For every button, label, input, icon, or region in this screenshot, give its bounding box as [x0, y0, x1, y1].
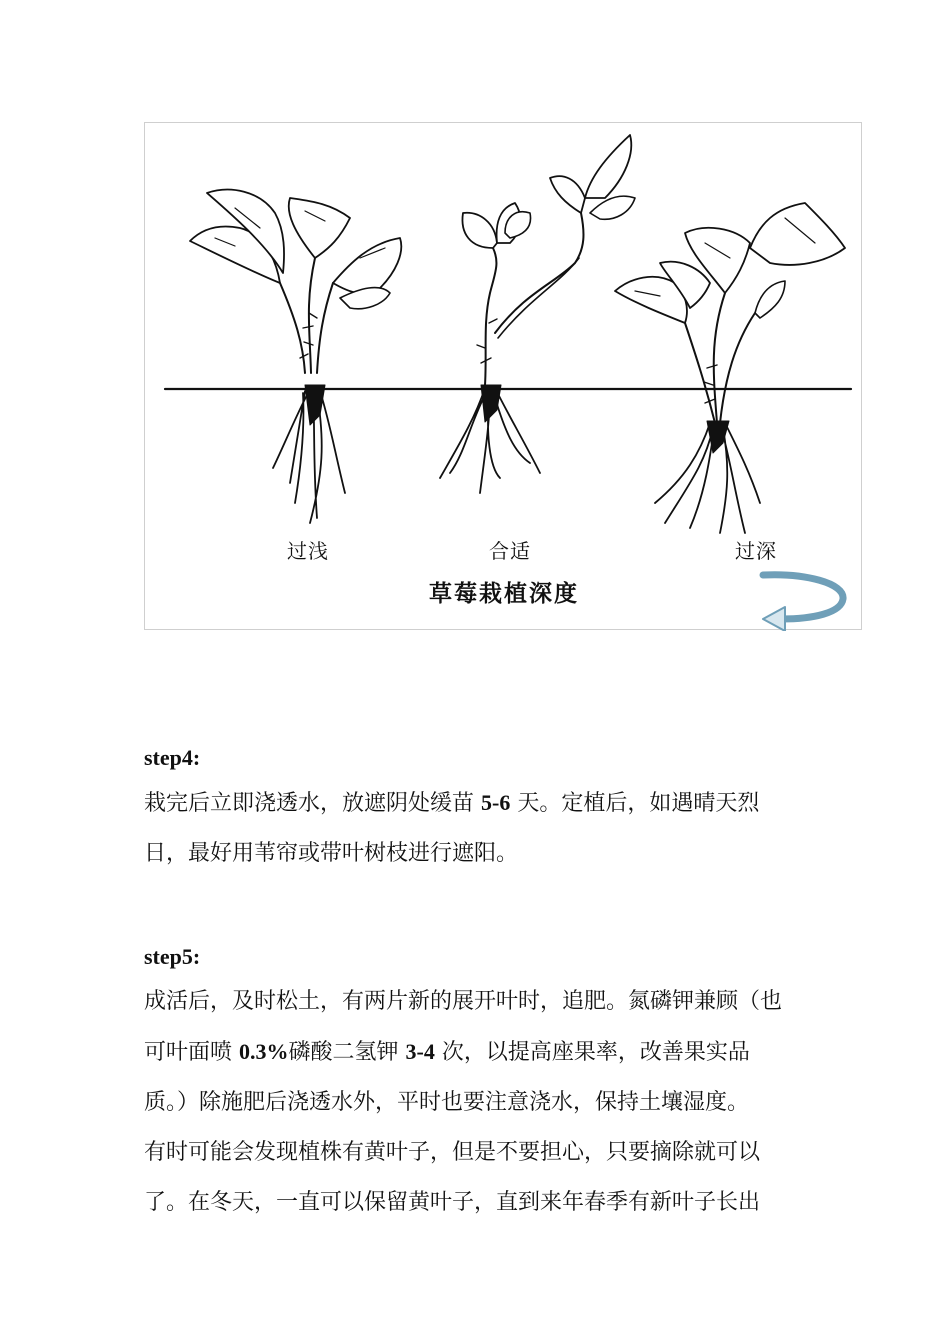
text-line: 质。）除施肥后浇透水外，平时也要注意浇水，保持土壤湿度。: [144, 1090, 750, 1115]
step4-heading: step4:: [144, 745, 201, 770]
text-line: 有时可能会发现植株有黄叶子，但是不要担心，只要摘除就可以: [144, 1140, 761, 1165]
step5-heading: step5:: [144, 944, 201, 969]
text-line: 栽完后立即浇透水，放遮阴处缓苗 5-6 天。定植后，如遇晴天烈: [144, 790, 760, 816]
figure-title: 草莓栽植深度: [429, 581, 579, 607]
bold-number: 5-6: [481, 790, 511, 815]
step5-paragraph: [144, 977, 814, 1228]
text-line: 成活后，及时松土，有两片新的展开叶时，追肥。氮磷钾兼顾（也: [144, 989, 783, 1014]
text-line: 可叶面喷 0.3%磷酸二氢钾 3-4 次，以提高座果率，改善果实品: [144, 1039, 750, 1065]
step4-paragraph: [144, 778, 814, 879]
plant-proper: [440, 135, 635, 493]
bold-number: 3-4: [405, 1039, 435, 1064]
step4-section: [144, 738, 814, 879]
bold-number: 0.3%: [239, 1039, 289, 1064]
plant-too-shallow: [190, 190, 401, 523]
label-proper: 合适: [489, 539, 531, 563]
step5-section: [144, 937, 814, 1228]
label-too-shallow: 过浅: [287, 539, 329, 563]
planting-depth-figure: [144, 122, 862, 630]
text-line: 了。在冬天，一直可以保留黄叶子，直到来年春季有新叶子长出: [144, 1190, 761, 1215]
label-too-deep: 过深: [735, 539, 777, 563]
text-line: 日，最好用苇帘或带叶树枝进行遮阳。: [144, 841, 519, 866]
plant-too-deep: [615, 203, 845, 533]
